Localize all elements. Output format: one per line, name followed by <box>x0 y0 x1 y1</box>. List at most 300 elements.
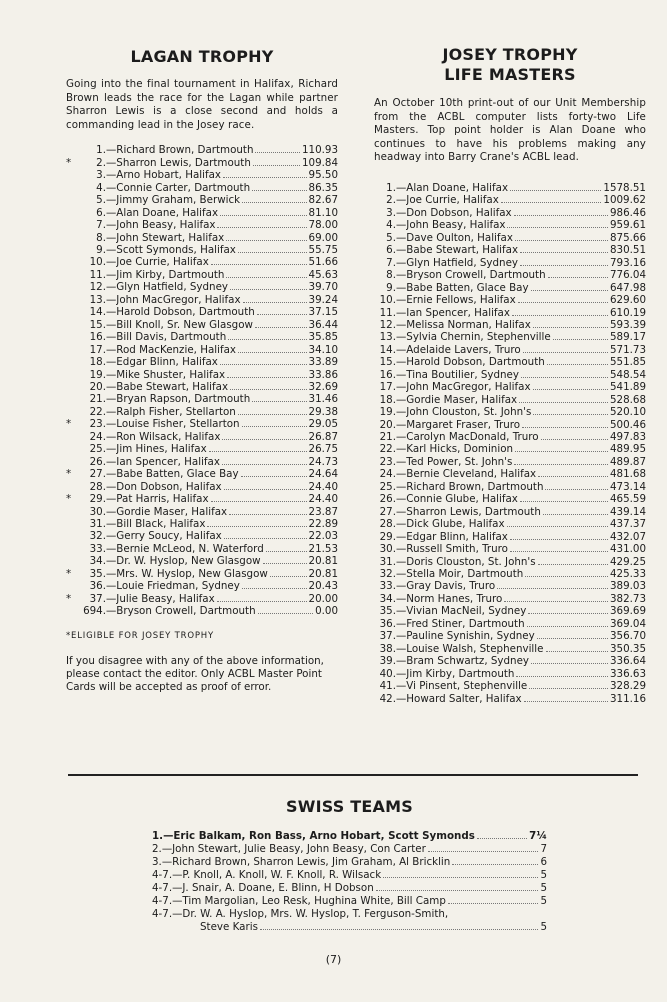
dash-separator: — <box>106 156 117 169</box>
rank-number: 36. <box>89 580 106 593</box>
dash-separator: — <box>106 393 117 406</box>
rank-number: 6. <box>386 244 396 257</box>
rank-number: 10. <box>89 256 106 269</box>
points-value: 571.73 <box>609 343 646 356</box>
rank-number: 3. <box>386 206 396 219</box>
points-value: 350.35 <box>609 642 646 655</box>
list-item <box>66 506 338 518</box>
dash-separator: — <box>396 343 407 356</box>
eligibility-star: * <box>66 156 72 169</box>
dot-leader <box>507 219 607 228</box>
points-value: 437.37 <box>609 518 646 531</box>
rank-number: 8. <box>386 269 396 282</box>
player-name: Pat Harris, Halifax <box>116 493 209 506</box>
dot-leader <box>230 281 307 290</box>
dash-separator: — <box>106 530 117 543</box>
player-name: John Clouston, St. John's <box>406 406 532 419</box>
team-rank: 3. <box>152 856 162 868</box>
rank-number: 1. <box>386 181 396 194</box>
points-value: 31.46 <box>308 393 338 406</box>
rank-number: 24. <box>379 468 396 481</box>
points-value: 39.24 <box>308 293 338 306</box>
dash-separator: — <box>396 244 407 257</box>
points-value: 489.87 <box>609 455 646 468</box>
dash-separator: — <box>106 144 117 157</box>
list-item <box>374 406 646 418</box>
player-name: Richard Brown, Dartmouth <box>406 480 544 493</box>
rank-number: 21. <box>89 393 106 406</box>
dash-separator: — <box>396 381 407 394</box>
player-name: Jim Kirby, Dartmouth <box>406 667 515 680</box>
eligibility-star: * <box>66 418 72 431</box>
rank-number: 30. <box>89 505 106 518</box>
dot-leader <box>537 630 608 639</box>
player-name: Louie Friedman, Sydney <box>116 580 240 593</box>
player-name: Doris Clouston, St. John's <box>406 555 536 568</box>
rank-number: 37. <box>89 592 106 605</box>
list-item <box>374 232 646 244</box>
list-item <box>66 456 338 468</box>
rank-number: 41. <box>379 680 396 693</box>
player-name: Vi Pinsent, Stephenville <box>406 680 528 693</box>
eligibility-star: * <box>66 468 72 481</box>
rank-number: 7. <box>386 256 396 269</box>
points-value: 55.75 <box>308 244 338 256</box>
points-value: 21.53 <box>308 542 338 555</box>
dash-separator: — <box>396 530 407 543</box>
list-item <box>66 319 338 331</box>
rank-number: 22. <box>89 405 106 418</box>
josey-trophy-section <box>374 45 646 705</box>
list-item <box>66 381 338 393</box>
dash-separator: — <box>106 356 117 369</box>
dash-separator: — <box>396 630 407 643</box>
eligibility-star: * <box>66 592 72 605</box>
rank-number: 16. <box>89 331 106 344</box>
dot-leader <box>510 182 601 191</box>
dash-separator: — <box>106 468 117 481</box>
player-name: Pauline Synishin, Sydney <box>406 630 535 643</box>
dash-separator: — <box>396 306 407 319</box>
disagree-notice: If you disagree with any of the above information, please contact the editor. Only ACBL Master Point Cards will be accepted as proof of error. <box>66 654 324 694</box>
team-score: 7¼ <box>529 830 547 842</box>
rank-number: 18. <box>379 393 396 406</box>
player-name: Jim Hines, Halifax <box>116 443 207 456</box>
player-name: Bryson Crowell, Dartmouth <box>406 269 546 282</box>
list-item <box>66 232 338 244</box>
team-score: 5 <box>540 895 547 907</box>
player-name: Russell Smith, Truro <box>406 543 508 556</box>
player-name: Edgar Blinn, Halifax <box>406 530 508 543</box>
dot-leader <box>515 443 608 452</box>
team-members: Dr. W. A. Hyslop, Mrs. W. Hyslop, T. Ferguson-Smith, <box>182 908 449 920</box>
dash-separator: — <box>396 269 407 282</box>
player-name: Glyn Hatfield, Sydney <box>406 256 519 269</box>
dot-leader <box>514 456 608 465</box>
dot-leader <box>531 655 608 664</box>
points-value: 369.69 <box>609 605 646 618</box>
swiss-title: SWISS TEAMS <box>286 797 413 816</box>
dot-leader <box>504 593 608 602</box>
dash-separator: — <box>172 882 183 894</box>
rank-number: 23. <box>89 418 106 431</box>
dot-leader <box>516 668 608 677</box>
dot-leader <box>514 207 608 216</box>
team-score: 5 <box>540 921 547 933</box>
dash-separator: — <box>106 567 117 580</box>
points-value: 520.10 <box>609 406 646 419</box>
table-row <box>152 869 547 882</box>
dash-separator: — <box>396 443 407 456</box>
player-name: Bryan Rapson, Dartmouth <box>116 393 251 406</box>
rank-number: 35. <box>89 567 106 580</box>
player-name: Julie Beasy, Halifax <box>116 592 215 605</box>
list-item <box>374 468 646 480</box>
dash-separator: — <box>396 455 407 468</box>
dot-leader <box>546 643 608 652</box>
dash-separator: — <box>396 294 407 307</box>
dot-leader <box>227 369 306 378</box>
player-name: Sylvia Chernin, Stephenville <box>406 331 551 344</box>
list-item <box>66 207 338 219</box>
points-value: 541.89 <box>609 381 646 394</box>
dash-separator: — <box>106 380 117 393</box>
points-value: 23.87 <box>308 505 338 518</box>
dot-leader <box>270 568 307 577</box>
dot-leader <box>515 232 608 241</box>
points-value: 51.66 <box>308 256 338 269</box>
points-value: 497.83 <box>609 431 646 444</box>
dash-separator: — <box>396 555 407 568</box>
rank-number: 12. <box>379 318 396 331</box>
section-divider <box>68 774 638 776</box>
dot-leader <box>376 882 539 891</box>
player-name: Louise Fisher, Stellarton <box>116 418 240 431</box>
player-name: Don Dobson, Halifax <box>116 480 222 493</box>
dot-leader <box>241 468 307 477</box>
list-item <box>66 169 338 181</box>
dash-separator: — <box>106 430 117 443</box>
list-item <box>66 518 338 530</box>
points-value: 24.40 <box>308 493 338 506</box>
rank-number: 5. <box>96 194 106 207</box>
team-members: Eric Balkam, Ron Bass, Arno Hobart, Scott Symonds <box>173 830 475 842</box>
dot-leader <box>553 331 608 340</box>
player-name: Ian Spencer, Halifax <box>406 306 510 319</box>
player-name: Adelaide Lavers, Truro <box>406 343 521 356</box>
dash-separator: — <box>396 181 407 194</box>
dot-leader <box>223 169 307 178</box>
player-name: Alan Doane, Halifax <box>406 181 509 194</box>
rank-number: 37. <box>379 630 396 643</box>
dot-leader <box>238 244 307 253</box>
list-item <box>374 456 646 468</box>
dash-separator: — <box>396 431 407 444</box>
dash-separator: — <box>172 895 183 907</box>
dot-leader <box>477 830 527 839</box>
dot-leader <box>531 282 608 291</box>
player-name: Gerry Soucy, Halifax <box>116 530 222 543</box>
dot-leader <box>224 481 307 490</box>
dot-leader <box>543 506 608 515</box>
dash-separator: — <box>396 543 407 556</box>
dash-separator: — <box>396 194 407 207</box>
dot-leader <box>258 605 313 614</box>
dash-separator: — <box>161 843 173 855</box>
player-name: Louise Walsh, Stephenville <box>406 642 544 655</box>
rank-number: 10. <box>379 294 396 307</box>
rank-number: 27. <box>379 505 396 518</box>
player-name: Joe Currie, Halifax <box>116 256 209 269</box>
list-item <box>66 555 338 567</box>
eligibility-star: * <box>66 493 72 506</box>
life-masters-list <box>374 182 646 705</box>
team-members: Tim Margolian, Leo Resk, Hughina White, Bill Camp <box>182 895 446 907</box>
player-name: Edgar Blinn, Halifax <box>116 356 218 369</box>
dot-leader <box>518 294 608 303</box>
points-value: 382.73 <box>609 592 646 605</box>
dot-leader <box>529 680 608 689</box>
dot-leader <box>253 157 300 166</box>
dot-leader <box>217 593 307 602</box>
player-name: Bill Davis, Dartmouth <box>116 331 227 344</box>
dot-leader <box>266 543 307 552</box>
dot-leader <box>242 194 306 203</box>
list-item <box>374 294 646 306</box>
list-item <box>374 182 646 194</box>
dash-separator: — <box>396 256 407 269</box>
team-members: John Stewart, Julie Beasy, John Beasy, Con Carter <box>172 843 426 855</box>
dash-separator: — <box>106 206 117 219</box>
list-item <box>66 593 338 605</box>
list-item <box>66 580 338 592</box>
list-item <box>66 194 338 206</box>
player-name: Ralph Fisher, Stellarton <box>116 405 236 418</box>
dash-separator: — <box>396 331 407 344</box>
dash-separator: — <box>106 194 117 207</box>
rank-number: 32. <box>89 530 106 543</box>
team-members: Steve Karis <box>200 921 258 933</box>
points-value: 830.51 <box>609 244 646 257</box>
player-name: Bill Knoll, Sr. New Glasgow <box>116 318 253 331</box>
dot-leader <box>229 506 306 515</box>
dash-separator: — <box>106 517 117 530</box>
player-name: Dr. W. Hyslop, New Glasgow <box>116 555 261 568</box>
points-value: 35.85 <box>308 331 338 344</box>
rank-number: 23. <box>379 455 396 468</box>
list-item <box>66 418 338 430</box>
table-row <box>152 895 547 908</box>
points-value: 959.61 <box>609 219 646 232</box>
table-row <box>152 843 547 856</box>
dot-leader <box>528 605 608 614</box>
rank-number: 15. <box>379 356 396 369</box>
team-rank: 4-7. <box>152 869 173 881</box>
player-name: Ted Power, St. John's <box>406 455 513 468</box>
rank-number: 694. <box>83 605 106 618</box>
rank-number: 5. <box>386 231 396 244</box>
rank-number: 42. <box>379 692 396 705</box>
rank-number: 40. <box>379 667 396 680</box>
rank-number: 27. <box>89 468 106 481</box>
points-value: 45.63 <box>308 268 338 281</box>
dash-separator: — <box>106 293 117 306</box>
list-item <box>66 256 338 268</box>
lagan-intro: Going into the final tournament in Halifax, Richard Brown leads the race for the Lagan while partner Sharron Lewis is a close second and holds a commanding lead in the Josey race. <box>66 78 338 131</box>
list-item <box>374 356 646 368</box>
rank-number: 1. <box>96 144 106 157</box>
rank-number: 9. <box>96 244 106 256</box>
list-item <box>374 369 646 381</box>
list-item <box>66 356 338 368</box>
team-rank: 4-7. <box>152 895 173 907</box>
player-name: Connie Carter, Dartmouth <box>116 181 251 194</box>
dot-leader <box>226 269 306 278</box>
dash-separator: — <box>396 692 407 705</box>
josey-title <box>374 45 646 85</box>
rank-number: 36. <box>379 617 396 630</box>
points-value: 986.46 <box>609 206 646 219</box>
dash-separator: — <box>106 592 117 605</box>
rank-number: 25. <box>379 480 396 493</box>
points-value: 389.03 <box>609 580 646 593</box>
list-item <box>374 207 646 219</box>
dot-leader <box>448 895 539 904</box>
list-item <box>374 481 646 493</box>
dash-separator: — <box>106 368 117 381</box>
player-name: Jimmy Graham, Berwick <box>116 194 241 207</box>
list-item <box>374 693 646 705</box>
points-value: 69.00 <box>308 231 338 244</box>
dash-separator: — <box>396 368 407 381</box>
rank-number: 29. <box>89 493 106 506</box>
points-value: 1009.62 <box>603 194 646 207</box>
player-name: Carolyn MacDonald, Truro <box>406 431 539 444</box>
player-name: Norm Hanes, Truro <box>406 592 503 605</box>
rank-number: 30. <box>379 543 396 556</box>
dash-separator: — <box>106 580 117 593</box>
rank-number: 38. <box>379 642 396 655</box>
points-value: 86.35 <box>308 181 338 194</box>
player-name: Bernie Cleveland, Halifax <box>406 468 537 481</box>
dot-leader <box>507 518 608 527</box>
rank-number: 31. <box>379 555 396 568</box>
player-name: Babe Batten, Glace Bay <box>116 468 239 481</box>
dash-separator: — <box>396 219 407 232</box>
josey-intro: An October 10th print-out of our Unit Membership from the ACBL computer lists forty-two Life Masters. Top point holder is Alan Doane who continues to have his problems making any headway into Barry Crane's ACBL lead. <box>374 97 646 164</box>
dash-separator: — <box>396 605 407 618</box>
dot-leader <box>538 468 608 477</box>
player-name: Ian Spencer, Halifax <box>116 455 220 468</box>
dot-leader <box>548 269 608 278</box>
dash-separator: — <box>396 655 407 668</box>
list-item <box>66 331 338 343</box>
player-name: Howard Salter, Halifax <box>406 692 522 705</box>
points-value: 22.03 <box>308 530 338 543</box>
points-value: 33.89 <box>308 356 338 369</box>
player-name: Richard Brown, Dartmouth <box>116 144 254 157</box>
list-item <box>66 157 338 169</box>
dot-leader <box>533 319 608 328</box>
list-item <box>374 419 646 431</box>
rank-number: 11. <box>89 268 106 281</box>
points-value: 548.54 <box>609 368 646 381</box>
list-item <box>374 680 646 692</box>
rank-number: 28. <box>89 480 106 493</box>
dash-separator: — <box>106 281 117 294</box>
rank-number: 6. <box>96 206 106 219</box>
player-name: Harold Dobson, Dartmouth <box>406 356 545 369</box>
rank-number: 12. <box>89 281 106 294</box>
points-value: 336.64 <box>609 655 646 668</box>
dash-separator: — <box>106 219 117 232</box>
dot-leader <box>520 257 608 266</box>
dash-separator: — <box>106 306 117 319</box>
points-value: 20.43 <box>308 580 338 593</box>
points-value: 489.95 <box>609 443 646 456</box>
dash-separator: — <box>396 568 407 581</box>
points-value: 551.85 <box>609 356 646 369</box>
list-item <box>374 543 646 555</box>
dash-separator: — <box>396 617 407 630</box>
lagan-title: LAGAN TROPHY <box>130 47 274 66</box>
rank-number: 20. <box>379 418 396 431</box>
player-name: Babe Stewart, Halifax <box>406 244 519 257</box>
dot-leader <box>238 406 307 415</box>
dash-separator: — <box>396 406 407 419</box>
dot-leader <box>252 182 306 191</box>
dash-separator: — <box>396 231 407 244</box>
dot-leader <box>512 307 608 316</box>
points-value: 20.00 <box>308 592 338 605</box>
player-name: Mrs. W. Hyslop, New Glasgow <box>116 567 268 580</box>
points-value: 432.07 <box>609 530 646 543</box>
table-row <box>152 882 547 895</box>
list-item <box>66 481 338 493</box>
josey-eligible-footnote: *ELIGIBLE FOR JOSEY TROPHY <box>66 630 214 641</box>
points-value: 82.67 <box>308 194 338 207</box>
list-item <box>374 605 646 617</box>
dash-separator: — <box>106 256 117 269</box>
player-name: Rod MacKenzie, Halifax <box>116 343 237 356</box>
dash-separator: — <box>106 318 117 331</box>
player-name: Arno Hobart, Halifax <box>116 169 222 182</box>
dash-separator: — <box>172 908 183 920</box>
points-value: 110.93 <box>301 144 338 157</box>
dot-leader <box>527 618 608 627</box>
dash-separator: — <box>396 680 407 693</box>
list-item <box>66 281 338 293</box>
dot-leader <box>520 493 608 502</box>
points-value: 369.04 <box>609 617 646 630</box>
list-item <box>66 493 338 505</box>
rank-number: 20. <box>89 380 106 393</box>
dot-leader <box>525 568 608 577</box>
dash-separator: — <box>396 356 407 369</box>
list-item <box>374 643 646 655</box>
points-value: 473.14 <box>609 480 646 493</box>
points-value: 465.59 <box>609 493 646 506</box>
list-item <box>374 194 646 206</box>
dash-separator: — <box>396 667 407 680</box>
points-value: 78.00 <box>308 219 338 232</box>
dot-leader <box>252 393 306 402</box>
points-value: 24.40 <box>308 480 338 493</box>
list-item <box>66 543 338 555</box>
team-rank: 4-7. <box>152 882 173 894</box>
points-value: 32.69 <box>308 380 338 393</box>
list-item <box>66 443 338 455</box>
